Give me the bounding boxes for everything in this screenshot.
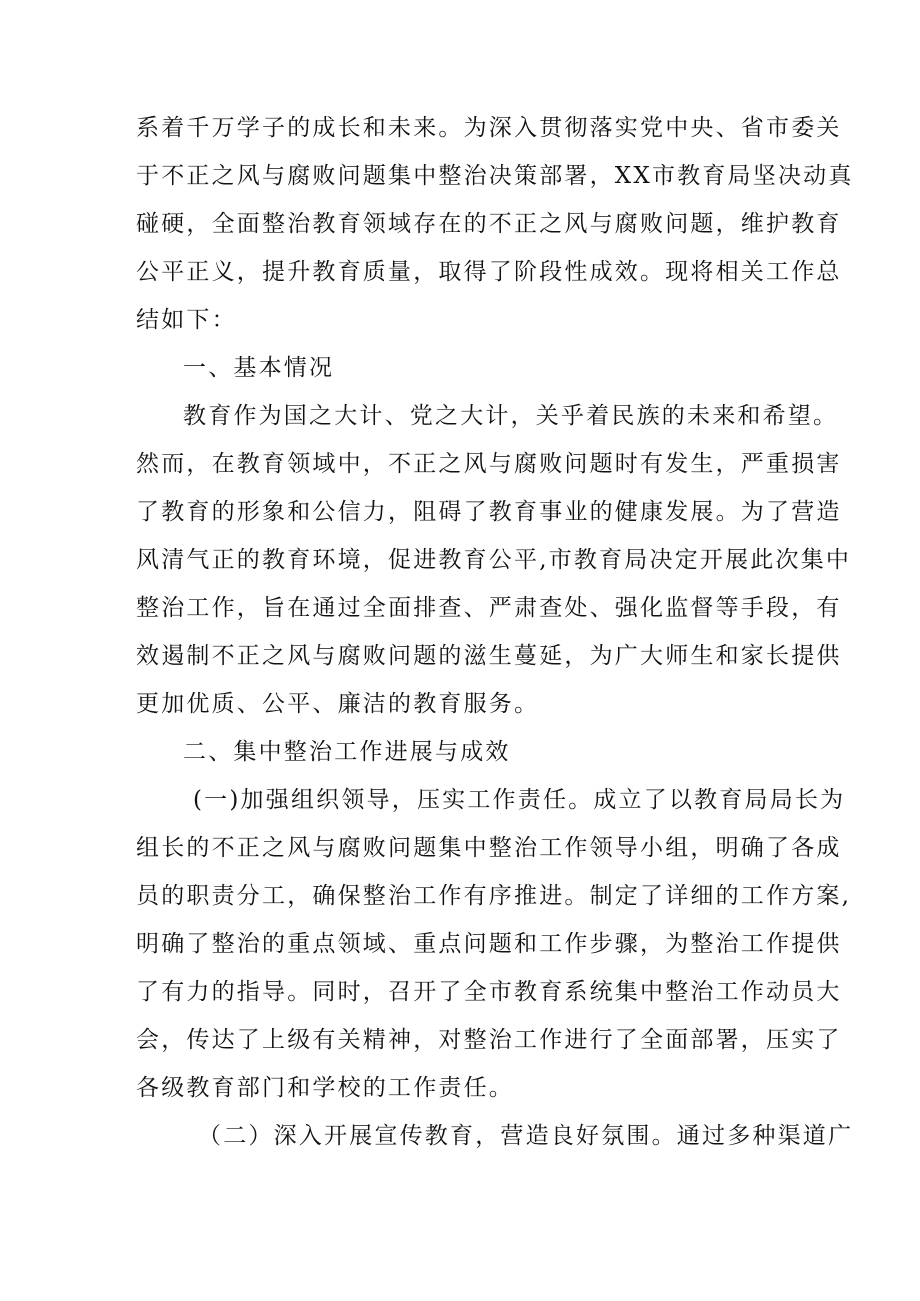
paragraph-line: 碰硬，全面整治教育领域存在的不正之风与腐败问题，维护教育 bbox=[136, 211, 842, 237]
paragraph-line: 各级教育部门和学校的工作责任。 bbox=[136, 1075, 514, 1101]
paragraph-line: 了有力的指导。同时，召开了全市教育系统集中整治工作动员大 bbox=[136, 979, 842, 1005]
paragraph-line: 整治工作，旨在通过全面排查、严肃查处、强化监督等手段，有 bbox=[136, 595, 842, 621]
paragraph-line: 了教育的形象和公信力，阻碍了教育事业的健康发展。为了营造 bbox=[136, 499, 842, 525]
paragraph-line: 于不正之风与腐败问题集中整治决策部署，XX市教育局坚决动真 bbox=[136, 163, 854, 189]
paragraph-line: 更加优质、公平、廉洁的教育服务。 bbox=[136, 691, 540, 717]
section-heading: 一、基本情况 bbox=[183, 355, 335, 381]
paragraph-line: 明确了整治的重点领域、重点问题和工作步骤，为整治工作提供 bbox=[136, 931, 842, 957]
paragraph-line: 然而，在教育领域中，不正之风与腐败问题时有发生，严重损害 bbox=[136, 451, 842, 477]
section-heading: 二、集中整治工作进展与成效 bbox=[183, 739, 511, 765]
paragraph-line: 系着千万学子的成长和未来。为深入贯彻落实党中央、省市委关 bbox=[136, 115, 842, 141]
paragraph-line: 教育作为国之大计、党之大计，关乎着民族的未来和希望。 bbox=[183, 403, 839, 429]
paragraph-line: 效遏制不正之风与腐败问题的滋生蔓延，为广大师生和家长提供 bbox=[136, 643, 842, 669]
paragraph-line: 组长的不正之风与腐败问题集中整治工作领导小组，明确了各成 bbox=[136, 835, 842, 861]
subsection-heading-line: （二）深入开展宣传教育，营造良好氛围。通过多种渠道广 bbox=[198, 1123, 854, 1149]
paragraph-line: 会，传达了上级有关精神，对整治工作进行了全面部署，压实了 bbox=[136, 1027, 842, 1053]
paragraph-line: 公平正义，提升教育质量，取得了阶段性成效。现将相关工作总 bbox=[136, 259, 842, 285]
paragraph-line: 结如下： bbox=[136, 307, 237, 333]
paragraph-line: 风清气正的教育环境，促进教育公平,市教育局决定开展此次集中 bbox=[136, 547, 852, 573]
document-body bbox=[136, 104, 854, 1160]
subsection-heading-line: (一)加强组织领导，压实工作责任。成立了以教育局局长为 bbox=[193, 787, 846, 813]
paragraph-line: 员的职责分工，确保整治工作有序推进。制定了详细的工作方案, bbox=[136, 883, 852, 909]
